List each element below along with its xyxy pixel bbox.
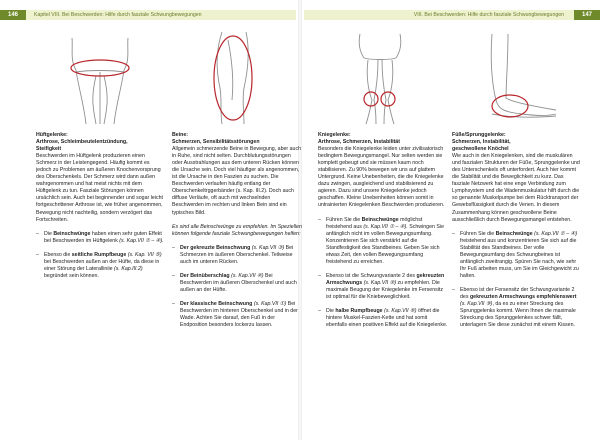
hip-heading-line3: Steifigkeit [36,146,62,153]
legs-rec2-bold: Der Beinüberschlag [180,272,230,279]
hip-body-icon [40,30,160,125]
knee-heading-line1: Kniegelenke: [318,132,351,138]
foot-heading [452,132,582,153]
foot-rec2-pre: Ebenso ist der Fersensitz der Schwungvariante 2 des [460,286,575,300]
knee-rec2-ref: (s. Kap.VII ⑨) [362,279,397,286]
hip-recommendation-1 [36,231,166,245]
foot-rec1-pre: Führen Sie die [460,230,496,237]
foot-rec2-rest: , da es zu einer Streckung des Sprunggelenks kommt. Wenn Ihnen die maximale Streckung des Sprunggelenkes schwer fällt, unterlagern Sie diese zunächst mit einem Kissen. [460,301,576,329]
hip-rec2-rest2: begründet sein können. [44,272,99,279]
knee-rec3-ref: (s. Kap.VII ⑥) [382,308,417,315]
legs-heading-line2: Schmerzen, Sensibilitätsstörungen [172,139,260,146]
foot-heading-line3: geschwollene Knöchel [452,146,509,153]
hip-heading-line2: Arthrose, Schleimbeutelentzündung, [36,139,128,146]
hip-rec2-rest: bei Beschwerden außen an der Hüfte, da diese in einer Störung der Lateralliniie [44,258,160,272]
hip-rec2-ref: (s. Kap. VII ⑤) [126,251,162,258]
foot-rec1-bold: Beinschwünge [495,230,533,237]
knee-recommendation-1 [318,217,448,266]
hip-section [36,132,166,287]
knee-body-icon [320,30,440,125]
foot-body-icon [452,30,572,125]
foot-recommendation-2 [452,287,582,329]
knee-rec3-rest: öffnet die hintere Muskel-Faszien-Kette und hat somit ebenfalls einen positiven Effekt auf die Kniegelenke. [326,308,448,329]
legs-rec1-rest: Bei Schmerzen im äußeren Oberschenkel. Teilweise auch im unteren Rücken. [180,244,294,265]
knee-recommendation-3 [318,308,448,329]
hip-rec1-rest: haben einen sehr guten Effekt bei Beschwerden im Hüftgelenk [44,230,162,244]
legs-rec1-ref: (s. Kap.VII ③) [250,244,285,251]
hip-body: Beschwerden im Hüftgelenk produzieren einen Schmerz in der Leistengegend. Häufig kommt es jedoch zu Problemen am äußeren Knochenvorsprung des Oberschenkels. Der Schmerz wird dann außen wahrgenommen und hat meist nichts mit dem Hüftgelenk zu tun. Fasziale Störungen können ursächlich sein. Auch bei beginnender und sogar leicht fortgeschrittener Arthrose ist, wie früher angenommen, Bewegung nicht nachteilig, sondern verzögert das Fortschreiten. [36,153,163,223]
legs-recommendation-2 [172,273,302,294]
hip-heading-line1: Hüftgelenke: [36,132,68,138]
legs-section [172,132,302,336]
foot-illustration [452,30,572,125]
knee-rec1-ref: (s. Kap.VII ① – ④). [363,223,408,230]
hip-rec2-bold: seitliche Rumpfbeuge [71,251,127,258]
hip-rec1-bold: Beinschwünge [53,230,91,237]
foot-rec1-ref: (s. Kap.VII ① – ④) [532,230,578,237]
knee-rec2-pre: Ebenso ist die Schwungvariante 2 des [326,272,417,279]
foot-rec2-ref: (s. Kap.VII ⑨) [460,301,493,308]
hip-rec1-pre: Die [44,230,54,237]
knee-recommendation-2 [318,273,448,301]
legs-recommendation-3 [172,301,302,329]
legs-recommendation-1 [172,245,302,266]
hip-rec2-ref2: (s. Kap.III.2) [114,265,143,272]
legs-intro: Es sind alle Beinschwünge zu empfehlen. Im Speziellen können folgende fasziale Schwungbewegungen helfen: [172,223,302,237]
knee-rec1-rest: möglichst freistehend aus [326,216,423,230]
legs-rec2-ref: (s. Kap.VII ④) [229,272,264,279]
leg-illustration [176,30,296,125]
knee-rec1-bold: Beinschwünge [361,216,399,223]
foot-section [452,132,582,336]
foot-rec1-rest: freistehend aus und konzentrieren Sie sich auf die Stabilität des Standbeines. Der volle Bewegungsumfang des Schwungbeines ist anfänglich zweitrangig. Spüren Sie nach, wie sehr Ihr Fuß arbeiten muss, um Sie im Gleichgewicht zu halten. [460,237,579,279]
hip-illustration [40,30,160,125]
knee-heading-line2: Arthrose, Schmerzen, Instabilität [318,139,400,146]
knee-section [318,132,448,336]
legs-rec2-rest: Bei Beschwerden im äußeren Oberschenkel und auch außen an der Hüfte. [180,272,297,293]
knee-rec2-bold: gekreuzten Armschwungs [326,272,445,286]
right-running-head: VIII. Bei Beschwerden: Hilfe durch fasziale Schwungbewegungen [413,12,564,18]
hip-rec2-pre: Ebenso die [44,251,72,258]
knee-body: Besonders die Kniegelenke leiden unter zivilisatorisch bedingtem Bewegungsmangel. Nur selten werden sie komplett gebeugt und sie müssen kaum noch stabilisieren. Zu 90% bewegen wir uns auf glattem Untergrund. Keine Unebenheiten, die die Kniegelenke dazu zwingen, ausgleichend und stabilisierend zu agieren. Dazu sind unsere Kniegelenke jedoch geschaffen. Kleine Unebenheiten können somit in untrainierten Kniegelenken Beschwerden produzieren. [318,146,445,209]
legs-rec3-bold: Der klassische Beinschwung [180,300,253,307]
knee-illustration [320,30,440,125]
hip-recommendation-2 [36,252,166,280]
foot-body: Wie auch in den Kniegelenken, sind die muskulären und faszialen Strukturen der Füße, Sprunggelenke und des Unterschenkels oft unterfordert. Auch hier kommt die Stabilität und die Beweglichkeit zu kurz. Das fasziale Netzwerk hat eine enge Verbindung zum Lymphsystem und die Wadenmuskulatur hilft durch die so genannte Muskelpumpe bei dem Rücktransport der Gewebsflüssigkeit durch die Venen. In diesem Zusammenhang können geschwollene Beine ausschließlich durch Bewegungsmangel entstehen. [452,153,580,223]
legs-rec3-rest: Bei Beschwerden im hinteren Oberschenkel und in der Wade. Achten Sie darauf, den Fuß in der Endposition besonders lockerzu lassen. [180,300,298,329]
knee-rec2-rest: zu empfehlen. Die maximale Beugung der Kniegelenke im Fersensitz ist optimal für die Kniebeweglichkeit. [326,279,444,300]
legs-heading-line1: Beine: [172,132,189,138]
knee-rec1-rest2: Schwingen Sie anfänglich nicht im vollen Bewegungsumfang. Konzentrieren Sie sich verstärkt auf die Standfestigkeit des Standbeines. Geben Sie sich etwas Zeit, den vollen Bewegungsumfang freistehend zu erreichen. [326,223,444,265]
left-running-head: Kapitel VIII. Bei Beschwerden: Hilfe durch fasziale Schwungbewegungen [34,12,202,18]
hip-rec1-ref: (s. Kap.VII ① – ④). [119,237,164,244]
right-page-number: 147 [574,10,600,20]
leg-body-icon [176,30,296,125]
knee-rec3-bold: halbe Rumpfbeuge [335,308,383,315]
foot-rec2-bold: gekreuzten Armschwungs empfehlenswert [469,293,577,300]
knee-heading [318,132,448,146]
legs-heading [172,132,302,146]
foot-heading-line2: Schmerzen, Instabilität, [452,139,511,146]
left-page-number: 146 [0,10,26,20]
legs-rec3-ref: (s. Kap.VII ①) [252,300,287,307]
legs-body: Allgemein schmerzende Beine in Bewegung, aber auch in Ruhe, sind nicht selten. Durchblutungsstörungen oder Ausstrahlungen aus dem unteren Rücken können die Ursache sein. Doch viel häufiger als angenommen, ist die Ursache in den Faszien zu suchen. Die Beschwerden verlaufen häufig entlang der Oberschenkeltrggerbänder (s. Kap. III.2). Doch auch diffuse Verläufe, oft auch mit wechselnden Beschwerden im rechten und linken Bein sind ein typisches Bild. [172,146,301,216]
legs-rec1-bold: Der gekreuzte Beinschwung [180,244,251,251]
foot-heading-line1: Füße/Sprunggelenke: [452,132,506,138]
knee-rec3-pre: Die [326,308,336,315]
foot-recommendation-1 [452,231,582,280]
knee-rec1-pre: Führen Sie die [326,216,362,223]
hip-heading [36,132,166,153]
